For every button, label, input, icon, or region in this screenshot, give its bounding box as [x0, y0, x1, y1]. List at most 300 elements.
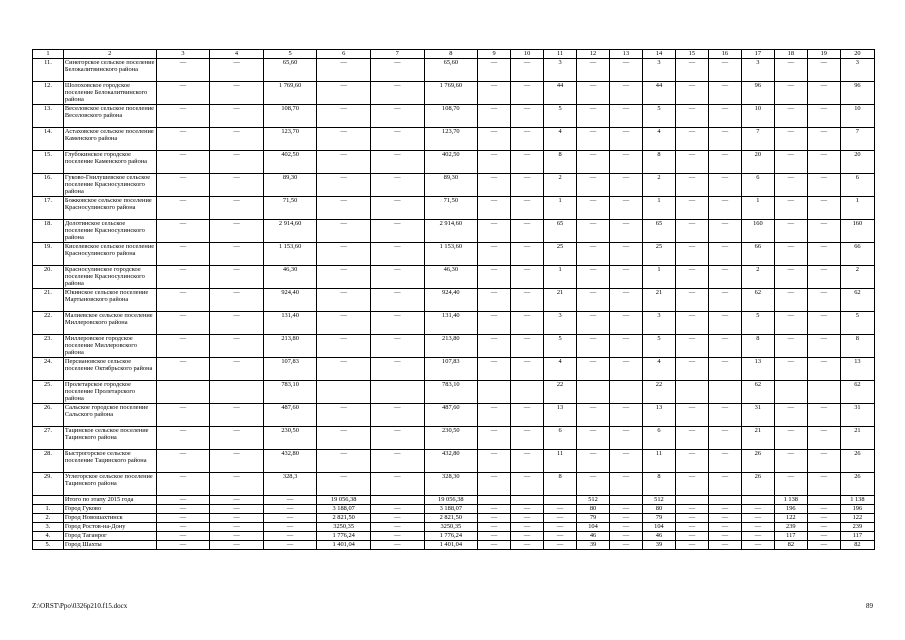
settlement-name-cell: Малиевское сельское поселение Миллеровского района — [63, 312, 156, 335]
value-cell: — — [774, 450, 807, 473]
value-cell: — — [577, 174, 610, 197]
table-row — [33, 197, 875, 220]
value-cell: — — [675, 105, 708, 128]
value-cell: — — [478, 59, 511, 82]
value-cell: — — [511, 404, 544, 427]
value-cell: 7 — [741, 128, 774, 151]
value-cell: — — [478, 174, 511, 197]
value-cell: 80 — [577, 505, 610, 514]
value-cell: — — [807, 105, 840, 128]
value-cell: 2 — [840, 266, 874, 289]
row-number-cell: 1. — [33, 505, 64, 514]
value-cell: — — [708, 82, 741, 105]
value-cell: — — [675, 541, 708, 550]
value-cell: 8 — [642, 151, 675, 174]
value-cell: — — [370, 289, 424, 312]
settlement-name-cell: Быстрогорское сельское поселение Тацинского района — [63, 450, 156, 473]
value-cell: 62 — [741, 289, 774, 312]
value-cell: — — [511, 197, 544, 220]
value-cell: — — [807, 174, 840, 197]
value-cell: — — [478, 523, 511, 532]
value-cell: 13 — [544, 404, 577, 427]
value-cell: 65,60 — [263, 59, 317, 82]
value-cell: 26 — [840, 450, 874, 473]
value-cell: — — [210, 151, 264, 174]
value-cell: — — [156, 82, 210, 105]
value-cell: 20 — [840, 151, 874, 174]
value-cell — [511, 496, 544, 505]
value-cell: — — [774, 312, 807, 335]
value-cell: 1 769,60 — [424, 82, 478, 105]
value-cell: — — [511, 514, 544, 523]
value-cell: — — [774, 105, 807, 128]
value-cell: 19 056,38 — [424, 496, 478, 505]
value-cell: — — [156, 404, 210, 427]
column-number-cell: 14 — [642, 50, 675, 59]
value-cell: — — [478, 450, 511, 473]
value-cell: 26 — [741, 473, 774, 496]
table-row — [33, 59, 875, 82]
value-cell: 1 — [544, 266, 577, 289]
value-cell: 512 — [577, 496, 610, 505]
value-cell: — — [741, 523, 774, 532]
value-cell: — — [675, 82, 708, 105]
value-cell: — — [708, 473, 741, 496]
row-number-cell: 23. — [33, 335, 64, 358]
value-cell: — — [370, 532, 424, 541]
value-cell: — — [807, 312, 840, 335]
value-cell: 487,60 — [424, 404, 478, 427]
value-cell: 71,50 — [424, 197, 478, 220]
value-cell: — — [774, 220, 807, 243]
value-cell: 108,70 — [263, 105, 317, 128]
value-cell: — — [675, 505, 708, 514]
settlement-name-cell: Углегорское сельское поселение Тацинского района — [63, 473, 156, 496]
value-cell: — — [210, 128, 264, 151]
value-cell: — — [317, 59, 371, 82]
value-cell: — — [544, 505, 577, 514]
value-cell: — — [610, 59, 643, 82]
value-cell: — — [317, 335, 371, 358]
value-cell: 89,30 — [263, 174, 317, 197]
value-cell: 26 — [840, 473, 874, 496]
row-number-cell: 25. — [33, 381, 64, 404]
value-cell: — — [675, 450, 708, 473]
value-cell: 5 — [544, 335, 577, 358]
value-cell: — — [774, 289, 807, 312]
value-cell: — — [210, 473, 264, 496]
value-cell — [156, 381, 210, 404]
value-cell: — — [610, 128, 643, 151]
value-cell: 107,83 — [263, 358, 317, 381]
value-cell — [807, 496, 840, 505]
value-cell: — — [370, 404, 424, 427]
value-cell: — — [577, 450, 610, 473]
value-cell: — — [478, 404, 511, 427]
value-cell: 432,80 — [424, 450, 478, 473]
value-cell: 80 — [642, 505, 675, 514]
value-cell: 122 — [774, 514, 807, 523]
value-cell: 123,70 — [263, 128, 317, 151]
value-cell: 108,70 — [424, 105, 478, 128]
row-number-cell: 26. — [33, 404, 64, 427]
row-number-cell: 20. — [33, 266, 64, 289]
value-cell: — — [210, 358, 264, 381]
value-cell: 213,80 — [263, 335, 317, 358]
value-cell: 1 — [642, 266, 675, 289]
value-cell: 783,10 — [424, 381, 478, 404]
value-cell: — — [675, 220, 708, 243]
value-cell: — — [210, 404, 264, 427]
value-cell: 6 — [741, 174, 774, 197]
value-cell: — — [478, 505, 511, 514]
value-cell: — — [511, 105, 544, 128]
value-cell: 5 — [741, 312, 774, 335]
value-cell: — — [774, 243, 807, 266]
value-cell — [610, 496, 643, 505]
value-cell: — — [675, 404, 708, 427]
value-cell: 213,80 — [424, 335, 478, 358]
value-cell: 20 — [741, 151, 774, 174]
value-cell: 13 — [642, 404, 675, 427]
value-cell: — — [741, 541, 774, 550]
value-cell: — — [577, 473, 610, 496]
value-cell: — — [156, 541, 210, 550]
row-number-cell: 4. — [33, 532, 64, 541]
value-cell: — — [610, 532, 643, 541]
value-cell: — — [511, 220, 544, 243]
table-row — [33, 427, 875, 450]
value-cell: — — [708, 289, 741, 312]
value-cell: — — [511, 128, 544, 151]
value-cell: — — [317, 289, 371, 312]
value-cell: 8 — [741, 335, 774, 358]
value-cell: — — [511, 151, 544, 174]
settlement-name-cell: Итого по этапу 2015 года — [63, 496, 156, 505]
column-number-cell: 6 — [317, 50, 371, 59]
value-cell: — — [156, 59, 210, 82]
value-cell: 11 — [642, 450, 675, 473]
value-cell: — — [263, 523, 317, 532]
value-cell: — — [675, 523, 708, 532]
value-cell: — — [708, 197, 741, 220]
value-cell: — — [511, 473, 544, 496]
value-cell: — — [774, 82, 807, 105]
value-cell: — — [210, 59, 264, 82]
value-cell: 122 — [840, 514, 874, 523]
settlement-name-cell: Город Таганрог — [63, 532, 156, 541]
value-cell: — — [210, 541, 264, 550]
value-cell: — — [156, 505, 210, 514]
value-cell: — — [610, 197, 643, 220]
value-cell: — — [708, 128, 741, 151]
value-cell: — — [511, 541, 544, 550]
settlement-name-cell: Синегорское сельское поселение Белокалитвинского района — [63, 59, 156, 82]
value-cell: 25 — [642, 243, 675, 266]
value-cell: — — [708, 523, 741, 532]
row-number-cell: 21. — [33, 289, 64, 312]
value-cell: — — [263, 505, 317, 514]
value-cell: 104 — [642, 523, 675, 532]
value-cell: 230,50 — [263, 427, 317, 450]
column-number-cell: 3 — [156, 50, 210, 59]
value-cell: 39 — [642, 541, 675, 550]
value-cell — [317, 381, 371, 404]
value-cell: 1 138 — [840, 496, 874, 505]
value-cell: — — [544, 541, 577, 550]
value-cell: — — [610, 427, 643, 450]
value-cell: 107,83 — [424, 358, 478, 381]
value-cell: 3 — [840, 59, 874, 82]
value-cell: — — [774, 335, 807, 358]
row-number-cell: 28. — [33, 450, 64, 473]
value-cell: 39 — [577, 541, 610, 550]
value-cell: — — [774, 197, 807, 220]
value-cell: — — [263, 541, 317, 550]
value-cell: — — [610, 523, 643, 532]
column-number-cell: 8 — [424, 50, 478, 59]
value-cell: 2 914,60 — [263, 220, 317, 243]
value-cell: 2 — [741, 266, 774, 289]
settlement-name-cell: Веселовское сельское поселение Веселовского района — [63, 105, 156, 128]
value-cell: — — [807, 151, 840, 174]
value-cell: — — [210, 514, 264, 523]
value-cell: — — [317, 358, 371, 381]
table-row — [33, 450, 875, 473]
value-cell: — — [478, 266, 511, 289]
value-cell: 1 153,60 — [424, 243, 478, 266]
value-cell: 3 188,07 — [317, 505, 371, 514]
value-cell: — — [317, 266, 371, 289]
value-cell: — — [807, 197, 840, 220]
row-number-cell: 17. — [33, 197, 64, 220]
value-cell: — — [210, 243, 264, 266]
value-cell: — — [370, 541, 424, 550]
value-cell: 7 — [840, 128, 874, 151]
table-row — [33, 358, 875, 381]
value-cell: 3250,35 — [317, 523, 371, 532]
data-table — [32, 49, 875, 550]
value-cell: — — [511, 427, 544, 450]
column-number-cell: 13 — [610, 50, 643, 59]
value-cell: — — [708, 514, 741, 523]
table-row — [33, 335, 875, 358]
value-cell: — — [156, 532, 210, 541]
table-row — [33, 312, 875, 335]
value-cell: — — [210, 505, 264, 514]
value-cell — [544, 496, 577, 505]
value-cell: — — [156, 243, 210, 266]
value-cell: — — [610, 266, 643, 289]
column-number-cell: 9 — [478, 50, 511, 59]
value-cell: — — [156, 335, 210, 358]
table-row — [33, 151, 875, 174]
value-cell: — — [478, 220, 511, 243]
value-cell: 2 821,50 — [317, 514, 371, 523]
value-cell: — — [317, 105, 371, 128]
value-cell: 65 — [544, 220, 577, 243]
value-cell: — — [610, 151, 643, 174]
column-number-cell: 19 — [807, 50, 840, 59]
value-cell: — — [478, 197, 511, 220]
value-cell: — — [807, 358, 840, 381]
value-cell: 89,30 — [424, 174, 478, 197]
value-cell: 160 — [840, 220, 874, 243]
value-cell: — — [156, 496, 210, 505]
value-cell: 6 — [544, 427, 577, 450]
value-cell: — — [156, 197, 210, 220]
value-cell: 196 — [774, 505, 807, 514]
value-cell: — — [156, 427, 210, 450]
value-cell: 62 — [840, 289, 874, 312]
value-cell: — — [675, 312, 708, 335]
row-number-cell: 29. — [33, 473, 64, 496]
value-cell: — — [370, 105, 424, 128]
value-cell: 1 769,60 — [263, 82, 317, 105]
value-cell: — — [156, 523, 210, 532]
value-cell: 239 — [840, 523, 874, 532]
value-cell: 8 — [544, 151, 577, 174]
value-cell: — — [610, 220, 643, 243]
value-cell: 25 — [544, 243, 577, 266]
value-cell: — — [370, 174, 424, 197]
value-cell: — — [317, 128, 371, 151]
value-cell — [370, 381, 424, 404]
value-cell: — — [807, 404, 840, 427]
settlement-name-cell: Тацинское сельское поселение Тацинского района — [63, 427, 156, 450]
value-cell: — — [478, 335, 511, 358]
value-cell: — — [807, 128, 840, 151]
settlement-name-cell: Город Шахты — [63, 541, 156, 550]
value-cell: — — [263, 496, 317, 505]
value-cell: 1 — [544, 197, 577, 220]
value-cell: — — [370, 358, 424, 381]
value-cell: — — [544, 523, 577, 532]
table-row — [33, 174, 875, 197]
value-cell: 65 — [642, 220, 675, 243]
value-cell: 432,80 — [263, 450, 317, 473]
value-cell: — — [370, 514, 424, 523]
column-number-cell: 16 — [708, 50, 741, 59]
row-number-cell: 22. — [33, 312, 64, 335]
value-cell: — — [675, 514, 708, 523]
table-row — [33, 523, 875, 532]
value-cell: 160 — [741, 220, 774, 243]
value-cell: 6 — [840, 174, 874, 197]
value-cell: — — [708, 335, 741, 358]
value-cell: — — [577, 358, 610, 381]
value-cell: — — [156, 312, 210, 335]
value-cell: — — [317, 450, 371, 473]
value-cell: — — [741, 514, 774, 523]
value-cell: — — [263, 532, 317, 541]
settlement-name-cell: Юкинское сельское поселение Мартыновского района — [63, 289, 156, 312]
value-cell: 19 056,38 — [317, 496, 371, 505]
value-cell: 131,40 — [424, 312, 478, 335]
value-cell: — — [708, 312, 741, 335]
value-cell: — — [370, 427, 424, 450]
settlement-name-cell: Астаховское сельское поселение Каменского района — [63, 128, 156, 151]
value-cell: — — [774, 404, 807, 427]
value-cell: — — [370, 473, 424, 496]
value-cell: — — [544, 514, 577, 523]
value-cell: — — [317, 82, 371, 105]
value-cell: — — [708, 427, 741, 450]
row-number-cell: 12. — [33, 82, 64, 105]
value-cell: — — [370, 197, 424, 220]
value-cell: 512 — [642, 496, 675, 505]
value-cell — [675, 381, 708, 404]
value-cell: — — [210, 197, 264, 220]
value-cell: — — [511, 335, 544, 358]
value-cell: — — [370, 312, 424, 335]
value-cell: — — [708, 174, 741, 197]
table-row — [33, 243, 875, 266]
value-cell: 1 153,60 — [263, 243, 317, 266]
value-cell: 924,40 — [263, 289, 317, 312]
value-cell: 117 — [840, 532, 874, 541]
value-cell: 31 — [741, 404, 774, 427]
settlement-name-cell: Город Новошахтинск — [63, 514, 156, 523]
value-cell: — — [807, 59, 840, 82]
value-cell: — — [544, 532, 577, 541]
value-cell: — — [156, 289, 210, 312]
value-cell: — — [610, 505, 643, 514]
value-cell: 8 — [544, 473, 577, 496]
value-cell: — — [610, 404, 643, 427]
row-number-cell: 19. — [33, 243, 64, 266]
value-cell — [577, 381, 610, 404]
value-cell: — — [156, 473, 210, 496]
value-cell: — — [741, 532, 774, 541]
value-cell: 71,50 — [263, 197, 317, 220]
value-cell: — — [577, 197, 610, 220]
value-cell: — — [774, 473, 807, 496]
settlement-name-cell: Шолоховское городское поселение Белокалитвинского района — [63, 82, 156, 105]
value-cell: — — [210, 82, 264, 105]
value-cell: 62 — [741, 381, 774, 404]
value-cell: — — [478, 312, 511, 335]
value-cell: — — [511, 523, 544, 532]
value-cell — [478, 381, 511, 404]
value-cell: — — [370, 335, 424, 358]
value-cell: — — [156, 128, 210, 151]
value-cell: 44 — [642, 82, 675, 105]
value-cell: 13 — [840, 358, 874, 381]
value-cell: — — [774, 59, 807, 82]
value-cell: — — [577, 266, 610, 289]
value-cell: — — [210, 174, 264, 197]
value-cell: — — [156, 105, 210, 128]
value-cell: — — [610, 105, 643, 128]
settlement-name-cell: Сальское городское поселение Сальского района — [63, 404, 156, 427]
value-cell: — — [317, 243, 371, 266]
value-cell: 1 776,24 — [317, 532, 371, 541]
value-cell: — — [675, 151, 708, 174]
value-cell: — — [511, 289, 544, 312]
value-cell: — — [263, 514, 317, 523]
value-cell: 79 — [577, 514, 610, 523]
value-cell: — — [675, 197, 708, 220]
value-cell: — — [210, 496, 264, 505]
value-cell: — — [807, 473, 840, 496]
value-cell: — — [807, 427, 840, 450]
value-cell: — — [774, 174, 807, 197]
value-cell: 196 — [840, 505, 874, 514]
table-row — [33, 404, 875, 427]
value-cell: 1 — [840, 197, 874, 220]
value-cell: — — [807, 82, 840, 105]
